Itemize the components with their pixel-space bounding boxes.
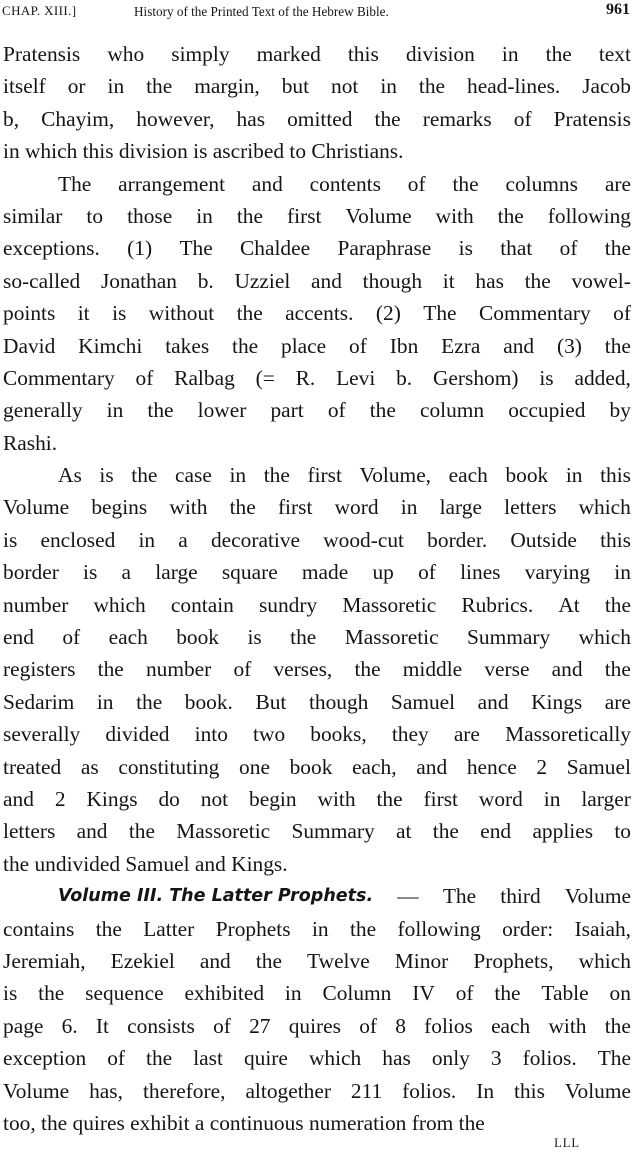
text-line: page 6. It consists of 27 quires of 8 folios each with the xyxy=(3,1013,631,1038)
text-line: David Kimchi takes the place of Ibn Ezra and (3) the xyxy=(3,333,631,358)
text-line: border is a large square made up of lines varying in xyxy=(3,560,631,585)
text-line: number which contain sundry Massoretic Rubrics. At the xyxy=(3,592,631,617)
text-line: severally divided into two books, they are Massoretically xyxy=(3,722,631,747)
text-line: Volume III. The Latter Prophets. — The third Volume xyxy=(3,880,631,912)
text-line: treated as constituting one book each, and hence 2 Samuel xyxy=(3,754,631,779)
text-line xyxy=(3,427,631,459)
text-line: As is the case in the first Volume, each book in this xyxy=(58,463,631,488)
text-line: is enclosed in a decorative wood-cut border. Outside this xyxy=(3,527,631,552)
text-line: similar to those in the first Volume with the following xyxy=(3,203,631,228)
running-title: History of the Printed Text of the Hebrew Bible. xyxy=(134,4,389,19)
chapter-label: CHAP. XIII.] xyxy=(2,3,77,18)
text-line: generally in the lower part of the column occupied by xyxy=(3,398,631,423)
section-heading: Volume III. The Latter Prophets. xyxy=(58,886,374,907)
paragraph xyxy=(3,38,631,168)
text-line: letters and the Massoretic Summary at the end applies to xyxy=(3,819,631,844)
text-line: b, Chayim, however, has omitted the remarks of Pratensis xyxy=(3,106,631,131)
text-line: so-called Jonathan b. Uzziel and though it has the vowel- xyxy=(3,268,631,293)
line-text: in which this division is ascribed to Christians. xyxy=(3,139,404,164)
text-line: Sedarim in the book. But though Samuel and Kings are xyxy=(3,689,631,714)
text-line: Volume begins with the first word in large letters which xyxy=(3,495,631,520)
line-text: too, the quires exhibit a continuous numeration from the xyxy=(3,1110,485,1135)
text-line: and 2 Kings do not begin with the first word in larger xyxy=(3,786,631,811)
text-line: Pratensis who simply marked this division in the text xyxy=(3,42,631,66)
text-line: The arrangement and contents of the columns are xyxy=(58,171,631,196)
text-line: Jeremiah, Ezekiel and the Twelve Minor Prophets, which xyxy=(3,948,631,973)
text-line: exception of the last quire which has only 3 folios. The xyxy=(3,1046,631,1071)
line-text: Rashi. xyxy=(3,430,58,455)
paragraph xyxy=(3,459,631,880)
running-header xyxy=(0,0,633,30)
text-line: exceptions. (1) The Chaldee Paraphrase is that of the xyxy=(3,236,631,261)
signature-mark: LLL xyxy=(554,1136,580,1150)
body-text xyxy=(3,38,631,1139)
page-number: 961 xyxy=(606,1,630,18)
paragraph xyxy=(3,880,631,1139)
text-line xyxy=(3,135,631,167)
text-line xyxy=(3,848,631,880)
text-line: points it is without the accents. (2) The Commentary of xyxy=(3,301,631,326)
text-line: is the sequence exhibited in Column IV of the Table on xyxy=(3,981,631,1006)
text-line: Volume has, therefore, altogether 211 folios. In this Volume xyxy=(3,1078,631,1103)
text-line: end of each book is the Massoretic Summary which xyxy=(3,625,631,650)
text-line: Commentary of Ralbag (= R. Levi b. Gershom) is added, xyxy=(3,365,631,390)
text-line: itself or in the margin, but not in the head-lines. Jacob xyxy=(3,74,631,99)
line-text: the undivided Samuel and Kings. xyxy=(3,851,288,876)
text-line: registers the number of verses, the middle verse and the xyxy=(3,657,631,682)
text-line: contains the Latter Prophets in the following order: Isaiah, xyxy=(3,916,631,941)
text-line xyxy=(3,1107,631,1139)
paragraph xyxy=(3,168,631,460)
